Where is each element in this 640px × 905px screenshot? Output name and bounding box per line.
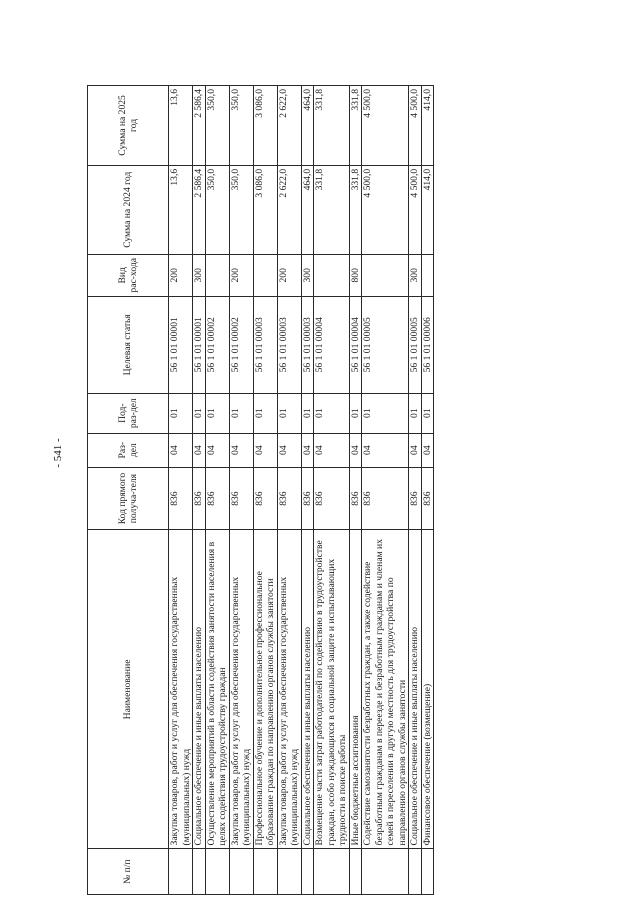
cell-num [349, 849, 362, 895]
cell-y2024: 350,0 [229, 165, 253, 254]
cell-sub: 01 [349, 393, 362, 433]
header-num: № п/п [88, 849, 169, 895]
table-container [87, 85, 544, 895]
cell-y2025: 331,8 [314, 86, 350, 166]
cell-y2025: 414,0 [421, 86, 434, 166]
cell-target: 56 1 01 00002 [205, 296, 229, 393]
table-row [301, 86, 314, 895]
cell-y2024: 13,6 [169, 165, 193, 254]
cell-code: 836 [193, 467, 206, 530]
cell-y2025: 13,6 [169, 86, 193, 166]
cell-sub: 01 [301, 393, 314, 433]
cell-code: 836 [277, 467, 301, 530]
cell-code: 836 [421, 467, 434, 530]
cell-y2025: 331,8 [349, 86, 362, 166]
table-row [253, 86, 277, 895]
cell-sec: 04 [229, 433, 253, 467]
cell-code: 836 [229, 467, 253, 530]
cell-target: 56 1 01 00004 [314, 296, 350, 393]
page-number: - 541 - [52, 438, 64, 468]
table-row [169, 86, 193, 895]
cell-num [205, 849, 229, 895]
cell-y2024: 4 500,0 [362, 165, 409, 254]
cell-target: 56 1 01 00005 [409, 296, 422, 393]
cell-kind [362, 254, 409, 296]
cell-num [301, 849, 314, 895]
cell-code: 836 [301, 467, 314, 530]
table-row [205, 86, 229, 895]
cell-num [362, 849, 409, 895]
header-target: Целевая статья [88, 296, 169, 393]
cell-kind: 300 [301, 254, 314, 296]
cell-kind [421, 254, 434, 296]
cell-y2025: 4 500,0 [362, 86, 409, 166]
header-subsection: Под-раз-дел [88, 393, 169, 433]
cell-sub: 01 [362, 393, 409, 433]
cell-sub: 01 [277, 393, 301, 433]
cell-y2024: 464,0 [301, 165, 314, 254]
table-row [409, 86, 422, 895]
cell-num [229, 849, 253, 895]
cell-name: Содействие самозанятости безработных граждан, а также содействие безработным гражданам в переезде и безработным гражданам и членам их семей в переселении в другую местность для трудоустройства по направлению органов службы занятости [362, 530, 409, 849]
cell-num [314, 849, 350, 895]
cell-num [277, 849, 301, 895]
cell-sub: 01 [314, 393, 350, 433]
rotated-table-frame [87, 85, 544, 895]
cell-code: 836 [253, 467, 277, 530]
cell-y2024: 414,0 [421, 165, 434, 254]
cell-sec: 04 [169, 433, 193, 467]
cell-sec: 04 [421, 433, 434, 467]
header-code: Код прямого получа-теля [88, 467, 169, 530]
cell-sub: 01 [253, 393, 277, 433]
cell-y2024: 2 622,0 [277, 165, 301, 254]
cell-name: Осуществление мероприятий в области содействия занятости населения в целях содействия трудоустройству граждан [205, 530, 229, 849]
cell-target: 56 1 01 00003 [301, 296, 314, 393]
cell-kind: 800 [349, 254, 362, 296]
header-2025: Сумма на 2025 год [88, 86, 169, 166]
cell-target: 56 1 01 00004 [349, 296, 362, 393]
cell-y2025: 350,0 [229, 86, 253, 166]
cell-name: Закупка товаров, работ и услуг для обеспечения государственных (муниципальных) нужд [277, 530, 301, 849]
budget-table [87, 85, 434, 895]
cell-name: Финансовое обеспечение (возмещение) [421, 530, 434, 849]
cell-sub: 01 [229, 393, 253, 433]
table-row [229, 86, 253, 895]
cell-target: 56 1 01 00005 [362, 296, 409, 393]
table-header-row [88, 86, 169, 895]
cell-code: 836 [349, 467, 362, 530]
cell-target: 56 1 01 00006 [421, 296, 434, 393]
cell-sec: 04 [193, 433, 206, 467]
cell-kind: 200 [229, 254, 253, 296]
cell-name: Закупка товаров, работ и услуг для обеспечения государственных (муниципальных) нужд [229, 530, 253, 849]
cell-name: Закупка товаров, работ и услуг для обеспечения государственных (муниципальных) нужд [169, 530, 193, 849]
cell-target: 56 1 01 00003 [277, 296, 301, 393]
table-row [277, 86, 301, 895]
cell-y2024: 3 086,0 [253, 165, 277, 254]
cell-kind [253, 254, 277, 296]
table-row [314, 86, 350, 895]
cell-sub: 01 [169, 393, 193, 433]
cell-target: 56 1 01 00002 [229, 296, 253, 393]
cell-sub: 01 [205, 393, 229, 433]
cell-y2025: 4 500,0 [409, 86, 422, 166]
table-row [193, 86, 206, 895]
cell-code: 836 [169, 467, 193, 530]
cell-target: 56 1 01 00003 [253, 296, 277, 393]
cell-code: 836 [314, 467, 350, 530]
cell-name: Социальное обеспечение и иные выплаты населению [301, 530, 314, 849]
cell-y2024: 4 500,0 [409, 165, 422, 254]
cell-sub: 01 [409, 393, 422, 433]
cell-name: Иные бюджетные ассигнования [349, 530, 362, 849]
cell-target: 56 1 01 00001 [193, 296, 206, 393]
cell-code: 836 [362, 467, 409, 530]
table-row [349, 86, 362, 895]
cell-num [169, 849, 193, 895]
cell-y2024: 331,8 [349, 165, 362, 254]
cell-target: 56 1 01 00001 [169, 296, 193, 393]
header-2024: Сумма на 2024 год [88, 165, 169, 254]
header-kind: Вид рас-хода [88, 254, 169, 296]
cell-sec: 04 [409, 433, 422, 467]
cell-y2025: 3 086,0 [253, 86, 277, 166]
cell-sub: 01 [193, 393, 206, 433]
cell-sec: 04 [362, 433, 409, 467]
cell-name: Возмещение части затрат работодателей по содействию в трудоустройстве граждан, особо нуждающихся в социальной защите и испытывающих трудности в поиске работы [314, 530, 350, 849]
header-name: Наименование [88, 530, 169, 849]
header-section: Раз-дел [88, 433, 169, 467]
cell-kind [205, 254, 229, 296]
cell-name: Профессиональное обучение и дополнительное профессиональное образование граждан по направлению органов службы занятости [253, 530, 277, 849]
cell-sec: 04 [205, 433, 229, 467]
table-row [421, 86, 434, 895]
cell-name: Социальное обеспечение и иные выплаты населению [409, 530, 422, 849]
cell-num [253, 849, 277, 895]
cell-code: 836 [409, 467, 422, 530]
cell-num [409, 849, 422, 895]
cell-kind: 300 [193, 254, 206, 296]
cell-y2024: 350,0 [205, 165, 229, 254]
cell-num [421, 849, 434, 895]
table-row [362, 86, 409, 895]
cell-sec: 04 [277, 433, 301, 467]
cell-sec: 04 [301, 433, 314, 467]
cell-sub: 01 [421, 393, 434, 433]
cell-y2025: 2 622,0 [277, 86, 301, 166]
cell-sec: 04 [349, 433, 362, 467]
cell-code: 836 [205, 467, 229, 530]
cell-kind: 200 [277, 254, 301, 296]
cell-kind: 200 [169, 254, 193, 296]
cell-num [193, 849, 206, 895]
cell-kind [314, 254, 350, 296]
cell-y2024: 331,8 [314, 165, 350, 254]
cell-y2025: 350,0 [205, 86, 229, 166]
cell-y2025: 2 586,4 [193, 86, 206, 166]
cell-name: Социальное обеспечение и иные выплаты населению [193, 530, 206, 849]
cell-sec: 04 [314, 433, 350, 467]
cell-kind: 300 [409, 254, 422, 296]
cell-y2024: 2 586,4 [193, 165, 206, 254]
cell-sec: 04 [253, 433, 277, 467]
cell-y2025: 464,0 [301, 86, 314, 166]
